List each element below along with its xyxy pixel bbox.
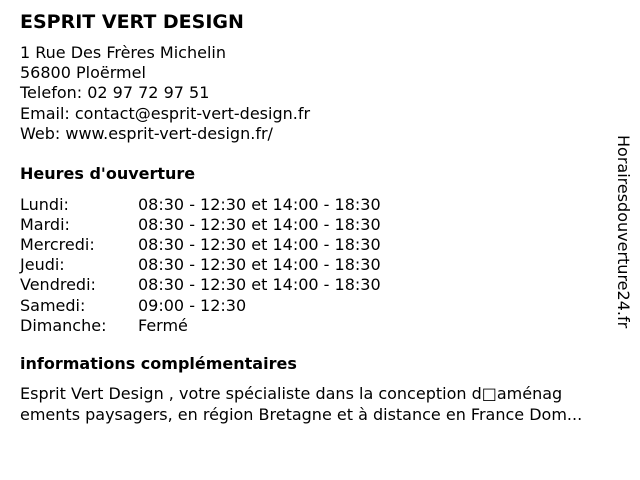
- day-label: Jeudi:: [20, 255, 65, 275]
- address-street: 1 Rue Des Frères Michelin: [20, 43, 226, 62]
- description-line: Esprit Vert Design , votre spécialiste dans la conception d□aménag: [20, 384, 563, 403]
- phone-number: Telefon: 02 97 72 97 51: [20, 83, 210, 103]
- day-label: Vendredi:: [20, 275, 96, 295]
- day-label: Samedi:: [20, 295, 86, 315]
- day-hours: Fermé: [138, 315, 188, 335]
- description-line: ements paysagers, en région Bretagne et à distance en France Dom...: [20, 405, 583, 424]
- day-label: Lundi:: [20, 194, 69, 214]
- day-hours: 08:30 - 12:30 et 14:00 - 18:30: [138, 255, 381, 275]
- hours-row: [20, 255, 381, 275]
- day-hours: 08:30 - 12:30 et 14:00 - 18:30: [138, 214, 381, 234]
- hours-heading: Heures d'ouverture: [20, 164, 196, 183]
- day-hours: 09:00 - 12:30: [138, 295, 247, 315]
- day-hours: 08:30 - 12:30 et 14:00 - 18:30: [138, 234, 381, 254]
- hours-table: [20, 194, 381, 335]
- description: [20, 383, 632, 425]
- day-label: Mercredi:: [20, 234, 95, 254]
- hours-row: [20, 315, 381, 335]
- hours-row: [20, 295, 381, 315]
- watermark-text: Horairesdouverture24.fr: [614, 135, 633, 329]
- hours-row: [20, 234, 381, 254]
- day-hours: 08:30 - 12:30 et 14:00 - 18:30: [138, 194, 381, 214]
- hours-row: [20, 194, 381, 214]
- hours-row: [20, 214, 381, 234]
- email-address: Email: contact@esprit-vert-design.fr: [20, 103, 311, 123]
- contact-block: [20, 43, 310, 144]
- address-city: 56800 Ploërmel: [20, 63, 146, 83]
- hours-row: [20, 275, 381, 295]
- website-url: Web: www.esprit-vert-design.fr/: [20, 123, 273, 143]
- business-name: ESPRIT VERT DESIGN: [20, 11, 244, 33]
- day-label: Mardi:: [20, 214, 70, 234]
- day-label: Dimanche:: [20, 315, 107, 335]
- watermark: [612, 135, 636, 375]
- day-hours: 08:30 - 12:30 et 14:00 - 18:30: [138, 275, 381, 295]
- info-heading: informations complémentaires: [20, 354, 297, 373]
